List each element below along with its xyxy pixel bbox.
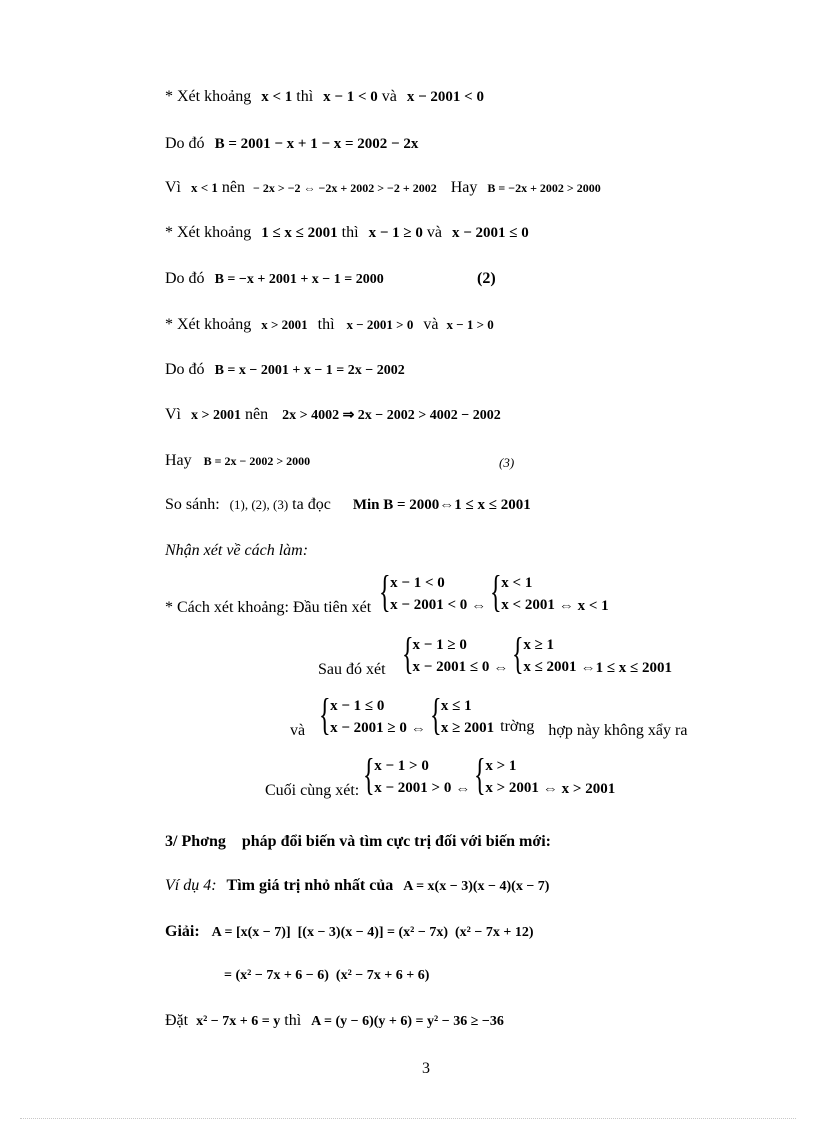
text: Hay xyxy=(450,179,478,196)
math: x − 2001 < 0 xyxy=(406,89,484,105)
equivalence-symbol: ⇔ xyxy=(455,780,471,797)
system-left: { x − 1 > 0 x − 2001 > 0 xyxy=(363,750,452,799)
math: B = −2x + 2002 > 2000 xyxy=(487,181,601,195)
math: x − 2001 > 0 xyxy=(374,780,452,796)
math: x < 1 xyxy=(191,180,218,195)
math: B = x − 2001 + x − 1 = 2x − 2002 xyxy=(214,363,405,378)
math: x > 2001 xyxy=(485,780,539,796)
math: x − 2001 ≥ 0 xyxy=(330,720,407,736)
math: Min B = 2000⇔1 ≤ x ≤ 2001 xyxy=(352,497,531,513)
text: So sánh: xyxy=(165,496,220,513)
text: Hay xyxy=(165,452,192,469)
text: Đặt xyxy=(165,1012,189,1029)
equation-tag: (3) xyxy=(499,455,515,470)
text: Nhận xét về cách làm: xyxy=(165,542,309,559)
line-4 xyxy=(165,223,529,243)
math: B = 2001 − x + 1 − x = 2002 − 2x xyxy=(214,136,419,152)
math: x − 2001 < 0 xyxy=(390,597,468,613)
system-left: { x − 1 < 0 x − 2001 < 0 xyxy=(379,567,468,616)
text: và xyxy=(423,316,439,333)
line-1 xyxy=(165,87,484,107)
math: x² − 7x + 6 = y xyxy=(196,1014,281,1029)
math: x − 1 > 0 xyxy=(374,758,429,774)
math: x − 2001 ≤ 0 xyxy=(451,225,529,241)
text: 3/ Phơng pháp đổi biến và tìm cực trị đối với biến mới: xyxy=(165,833,551,850)
text: * Cách xét khoảng: Đầu tiên xét xyxy=(165,598,372,616)
math: = (x² − 7x + 6 − 6) (x² − 7x + 6 + 6) xyxy=(224,968,430,983)
system-right: { x > 1 x > 2001 xyxy=(474,750,539,799)
line-13 xyxy=(318,629,673,678)
line-3 xyxy=(165,178,601,198)
text: Vì xyxy=(165,179,181,196)
math: B = −x + 2001 + x − 1 = 2000 xyxy=(214,272,384,287)
text: * Xét khoảng xyxy=(165,88,252,105)
text: * Xét khoảng xyxy=(165,316,252,333)
system-right: { x ≤ 1 x ≥ 2001 xyxy=(429,690,495,739)
example-label: Ví dụ 4: xyxy=(165,877,217,894)
math: x > 2001 xyxy=(261,317,308,332)
math: x ≤ 1 xyxy=(440,698,472,714)
line-7 xyxy=(165,360,405,381)
line-6 xyxy=(165,315,494,335)
text: trờng xyxy=(500,717,535,735)
text: nên xyxy=(221,179,246,196)
footer-divider xyxy=(20,1118,796,1119)
text: thì xyxy=(341,224,359,241)
line-18 xyxy=(165,922,534,943)
math: x − 1 > 0 xyxy=(446,317,494,332)
line-5 xyxy=(165,269,496,290)
math: x − 1 < 0 xyxy=(390,575,445,591)
line-17 xyxy=(165,876,549,897)
line-10 xyxy=(165,495,531,515)
line-15 xyxy=(265,750,616,799)
math: x − 1 ≥ 0 xyxy=(368,225,423,241)
math: x − 1 ≥ 0 xyxy=(412,637,467,653)
text: Vì xyxy=(165,406,181,423)
text: (1), (2), (3) xyxy=(229,497,289,512)
math: ⇔1 ≤ x ≤ 2001 xyxy=(580,659,673,676)
math: x < 2001 xyxy=(501,597,555,613)
math: A = [x(x − 7)] [(x − 3)(x − 4)] = (x² − 7x) (x² − 7x + 12) xyxy=(211,925,534,940)
text: nên xyxy=(244,406,269,423)
text: và xyxy=(290,721,306,739)
equation-tag: (2) xyxy=(477,270,496,287)
text: thì xyxy=(317,316,335,333)
math: x ≤ 2001 xyxy=(523,659,577,675)
equivalence-symbol: ⇔ xyxy=(471,597,487,614)
solution-label: Giải: xyxy=(165,923,200,940)
text: và xyxy=(426,224,442,241)
math: x − 1 ≤ 0 xyxy=(330,698,385,714)
text: và xyxy=(381,88,397,105)
line-9 xyxy=(165,451,515,471)
math: A = (y − 6)(y + 6) = y² − 36 ≥ −36 xyxy=(311,1014,504,1029)
text: Cuối cùng xét: xyxy=(265,781,360,799)
system-right: { x < 1 x < 2001 xyxy=(490,567,555,616)
system-right: { x ≥ 1 x ≤ 2001 xyxy=(512,629,577,678)
text: thì xyxy=(296,88,314,105)
math: B = 2x − 2002 > 2000 xyxy=(203,454,311,468)
math: x − 1 < 0 xyxy=(323,89,378,105)
math: 2x > 4002 ⇒ 2x − 2002 > 4002 − 2002 xyxy=(282,408,501,423)
section-heading xyxy=(165,832,551,852)
text: Sau đó xét xyxy=(318,660,386,678)
math: − 2x > −2 ⇔ −2x + 2002 > −2 + 2002 xyxy=(253,181,437,195)
line-14 xyxy=(290,690,688,739)
line-2 xyxy=(165,134,418,154)
equivalence-symbol: ⇔ xyxy=(493,659,509,676)
math: x − 2001 ≤ 0 xyxy=(412,659,490,675)
math: ⇔ x < 1 xyxy=(558,597,609,614)
text: thì xyxy=(284,1012,302,1029)
math: x < 1 xyxy=(261,89,293,105)
page-number: 3 xyxy=(422,1060,430,1077)
text: * Xét khoảng xyxy=(165,224,252,241)
line-8 xyxy=(165,405,501,426)
math: 1 ≤ x ≤ 2001 xyxy=(261,225,338,241)
math: x > 2001 xyxy=(191,408,241,423)
math: x < 1 xyxy=(501,575,533,591)
text: Do đó xyxy=(165,270,205,287)
math: x − 2001 > 0 xyxy=(346,317,414,332)
equivalence-symbol: ⇔ xyxy=(410,720,426,737)
system-left: { x − 1 ≥ 0 x − 2001 ≤ 0 xyxy=(401,629,490,678)
math: x > 1 xyxy=(485,758,517,774)
text: Do đó xyxy=(165,135,205,152)
math: x ≥ 2001 xyxy=(440,720,495,736)
math: x ≥ 1 xyxy=(523,637,555,653)
line-20 xyxy=(165,1011,504,1032)
math: ⇔ x > 2001 xyxy=(542,780,616,797)
text: ta đọc xyxy=(292,496,331,513)
line-19 xyxy=(224,965,429,986)
text: hợp này không xẩy ra xyxy=(548,721,688,739)
remark-heading xyxy=(165,541,308,561)
text: Do đó xyxy=(165,361,205,378)
text: Tìm giá trị nhỏ nhất của xyxy=(226,877,394,894)
system-left: { x − 1 ≤ 0 x − 2001 ≥ 0 xyxy=(319,690,407,739)
line-12 xyxy=(165,567,609,616)
math: A = x(x − 3)(x − 4)(x − 7) xyxy=(403,879,550,894)
